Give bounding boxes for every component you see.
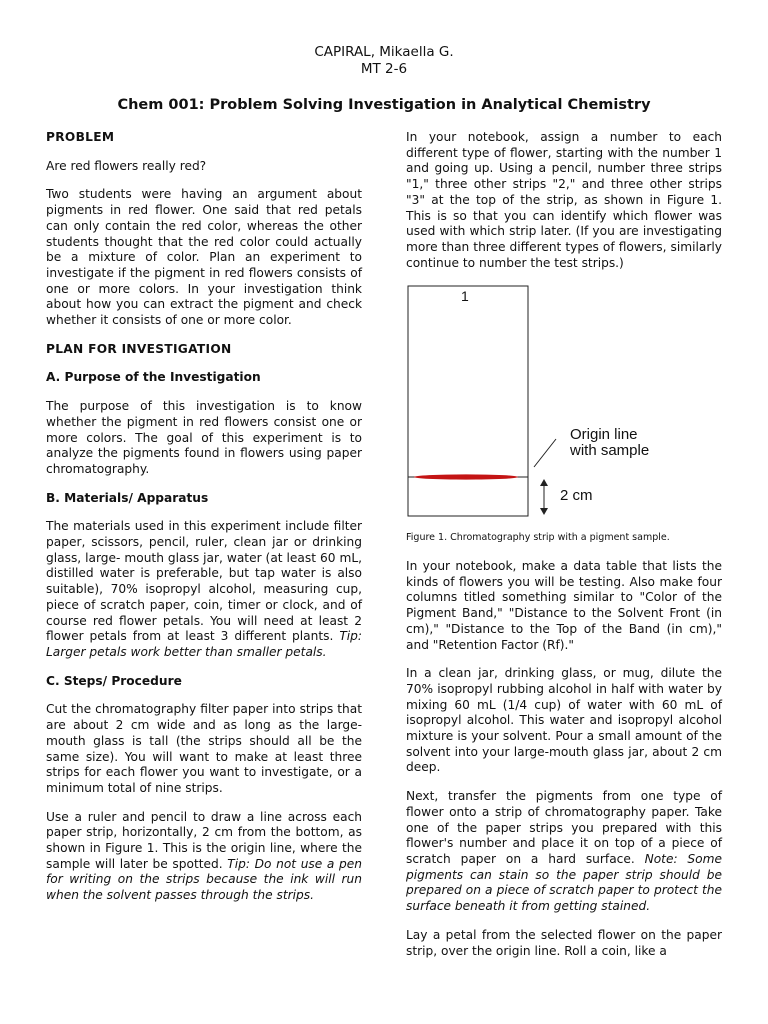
transfer-note: Note: Some pigments can stain so the paper strip should be prepared on a piece of scratch paper to protect the surface beneath it from getting stained. — [406, 851, 722, 914]
origin-label-line-2: with sample — [570, 442, 650, 460]
materials-heading: B. Materials/ Apparatus — [46, 490, 209, 505]
problem-text: Two students were having an argument about pigments in red flower. One said that red petals can only contain the red color, whereas the other students thought that the red color could actually be a mixture of color. Plan an experiment to investigate if the pigment in red flowers consists of one or more colors. In your investigation think about how you can extract the pigment and check whether it consists of one or more color. — [46, 187, 362, 328]
left-column — [46, 130, 362, 917]
solvent-paragraph: In a clean jar, drinking glass, or mug, dilute the 70% isopropyl rubbing alcohol in half with water by mixing 60 mL (1/4 cup) of water with 60 mL of isopropyl alcohol. This water and isopropyl alcohol mixture is your solvent. Pour a small amount of the solvent into your large-mouth glass jar, about 2 cm deep. — [406, 666, 722, 775]
document-title: Chem 001: Problem Solving Investigation in Analytical Chemistry — [117, 97, 651, 113]
class-section: MT 2-6 — [360, 61, 408, 77]
steps-heading: C. Steps/ Procedure — [46, 673, 182, 688]
right-column — [406, 130, 722, 972]
chromatography-diagram — [406, 284, 722, 519]
steps-tip: Tip: Do not use a pen for writing on the strips because the ink will run when the solvent passes through the strips. — [46, 856, 362, 903]
steps-text-2: Use a ruler and pencil to draw a line across each paper strip, horizontally, 2 cm from the bottom, as shown in Figure 1. This is the origin line, where the sample will later be spotted. — [46, 809, 362, 871]
figure-caption: Figure 1. Chromatography strip with a pigment sample. — [406, 532, 670, 544]
document-header — [0, 44, 768, 78]
paper-strip — [408, 286, 528, 516]
data-table-paragraph: In your notebook, make a data table that lists the kinds of flowers you will be testing. Also make four columns titled something similar to "Color of the Pigment Band," "Distance to the Solvent Front (in cm)," "Distance to the Top of the Band (in cm)," and "Retention Factor (Rf)." — [406, 559, 722, 652]
numbering-paragraph: In your notebook, assign a number to each different type of flower, starting with the number 1 and going up. Using a pencil, number three strips "1," three other strips "2," and three other strips "3" at the top of the strip, as shown in Figure 1. This is so that you can identify which flower was used with which strip later. (If you are investigating more than three different types of flowers, similarly continue to number the test strips.) — [406, 130, 722, 270]
figure-1 — [406, 284, 722, 544]
petal-paragraph: Lay a petal from the selected flower on the paper strip, over the origin line. Roll a coin, like a — [406, 927, 722, 958]
steps-paragraph-1: Cut the chromatography filter paper into strips that are about 2 cm wide and as long as the large-mouth glass is tall (the strips should all be the same size). You will want to make at least three strips for each flower you want to investigate, or a minimum total of nine strips. — [46, 702, 362, 795]
problem-heading: PROBLEM — [46, 130, 115, 144]
purpose-heading: A. Purpose of the Investigation — [46, 370, 261, 385]
plan-heading: PLAN FOR INVESTIGATION — [46, 341, 232, 356]
origin-label-line-1: Origin line — [570, 426, 638, 444]
arrow-head-down — [540, 508, 548, 515]
materials-text: The materials used in this experiment include filter paper, scissors, pencil, ruler, clean jar or drinking glass, large- mouth glass jar, water (at least 60 mL, distilled water is preferable, but tap water is also suitable), 70% isopropyl alcohol, measuring cup, piece of scratch paper, coin, timer or clock, and of course red flower petals. You will need at least 2 flower petals from at least 3 different plants. — [46, 519, 362, 644]
steps-paragraph-2 — [46, 810, 362, 904]
transfer-text: Next, transfer the pigments from one type of flower onto a strip of chromatography paper. Take one of the paper strips you prepared with this flower's number and place it on top of a piece of scratch paper on a hard surface. — [406, 789, 722, 866]
distance-label: 2 cm — [560, 487, 593, 505]
materials-tip: Tip: Larger petals work better than smaller petals. — [46, 629, 363, 659]
author-name: CAPIRAL, Mikaella G. — [314, 44, 454, 60]
problem-question: Are red flowers really red? — [46, 158, 207, 173]
arrow-head-up — [540, 479, 548, 486]
pigment-sample — [414, 475, 518, 480]
label-pointer — [534, 439, 556, 467]
transfer-paragraph — [406, 789, 722, 915]
materials-paragraph — [46, 519, 362, 660]
purpose-text: The purpose of this investigation is to know whether the pigment in red flowers consist one or more colors. The goal of this experiment is to analyze the pigments found in flowers using paper chromatography. — [46, 399, 362, 476]
strip-number: 1 — [461, 288, 469, 305]
